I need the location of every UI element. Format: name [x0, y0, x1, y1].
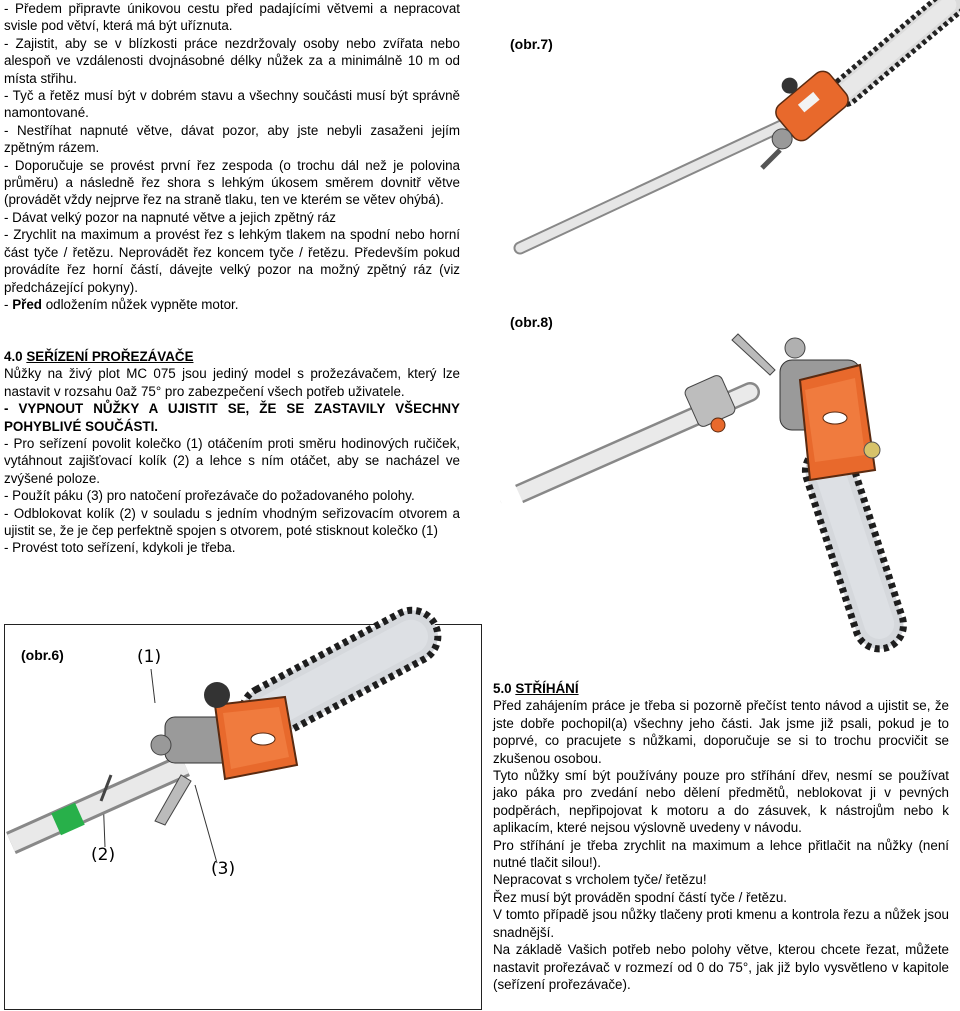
callout-3-label: (3)	[211, 859, 236, 879]
section-5-paragraph-6: V tomto případě jsou nůžky tlačeny proti kmenu a kontrola řezu a nůžek jsou snadnější.	[493, 907, 949, 940]
safety-instructions	[4, 0, 460, 313]
figure-7-caption: (obr.7)	[510, 36, 553, 52]
section-4-step-3: - Odblokovat kolík (2) v souladu s jedním vhodným seřizovacím otvorem a ujistit se, že je čep perfektně spojen s otvorem, poté stisknout kolečko (1)	[4, 505, 460, 539]
figure-7-pole-saw	[500, 10, 950, 280]
section-4-step-1: - Pro seřízení povolit kolečko (1) otáčením proti směru hodinových ručiček, vytáhnout zajišťovací kolík (2) a lehce s ním otáčet, aby se nacházel ve zvýšené poloze.	[4, 436, 460, 486]
section-5-paragraph-2: Tyto nůžky smí být používány pouze pro stříhání dřev, nesmí se používat jako páka pro zvedání nebo dělení předmětů, neblokovat ji v pevných podpěrách, nepřipojovat k motoru a do zásuvek, k nástrojům nebo k aplikacím, které nejsou výslovně uvedeny v návodu.	[493, 768, 949, 836]
section-5	[493, 680, 949, 993]
section-5-paragraph-1: Před zahájením práce je třeba si pozorně přečíst tento návod a ujistit se, že jste dobře pochopil(a) všechny jeho části. Jak jsme již psali, pokud je to poprvé, co pracujete s nůžkami, doporučuje se si to trochu procvičit se zkušenou osobou.	[493, 698, 949, 766]
figure-8-pole-saw	[500, 300, 950, 630]
instruction-distance: - Zajistit, aby se v blízkosti práce nezdržovaly osoby nebo zvířata nebo alespoň ve vzdálenosti dvojnásobné délky nůžek za a minimálně 10 m od místa střihu.	[4, 35, 460, 86]
section-5-paragraph-3: Pro stříhání je třeba zrychlit na maximum a lehce přitlačit na nůžky (není nutné tlačit silou!).	[493, 837, 949, 871]
section-5-paragraph-7: Na základě Vašich potřeb nebo polohy větve, kterou chcete řezat, můžete nastavit prořezávač v rozmezí od 0 do 75°, jak již bylo vysvětleno v kapitole (seřízení prořezávače).	[493, 942, 949, 992]
instruction-condition: - Tyč a řetěz musí být v dobrém stavu a všechny součásti musí být správně namontované.	[4, 88, 460, 121]
section-4-heading: 4.0 SEŘÍZENÍ PROŘEZÁVAČE	[4, 349, 194, 364]
figure-8-caption: (obr.8)	[510, 314, 553, 330]
section-5-paragraph-4: Nepracovat s vrcholem tyče/ řetězu!	[493, 872, 707, 888]
instruction-tension: - Nestříhat napnuté větve, dávat pozor, aby jste nebyli zasaženi jejím zpětným rázem.	[4, 122, 460, 156]
section-5-paragraph-5: Řez musí být prováděn spodní částí tyče / řetězu.	[493, 889, 787, 905]
figure-6-frame	[4, 624, 482, 1010]
callout-2-label: (2)	[91, 845, 116, 865]
section-5-heading: 5.0 STŘÍHÁNÍ	[493, 681, 579, 696]
instruction-escape-route: - Předem připravte únikovou cestu před padajícími větvemi a nepracovat svisle pod větví, která má být uříznuta.	[4, 1, 460, 34]
section-4-warning: - VYPNOUT NŮŽKY A UJISTIT SE, ŽE SE ZASTAVILY VŠECHNY POHYBLIVÉ SOUČÁSTI.	[4, 401, 460, 434]
callout-1-label: (1)	[137, 647, 162, 667]
section-4-step-2: - Použít páku (3) pro natočení prořezávače do požadovaného polohy.	[4, 488, 415, 504]
section-4-intro: Nůžky na živý plot MC 075 jsou jediný model s prožezávačem, který lze nastavit v rozsahu 0až 75° pro zabezpečení všech potřeb uživatele.	[4, 366, 460, 399]
instruction-accelerate: - Zrychlit na maximum a provést řez s lehkým tlakem na spodní nebo horní část tyče / řetězu. Neprovádět řez koncem tyče / řetězu. Především pokud provádíte řez horní částí, dávejte velký pozor na možný zpětný ráz (viz předcházející pokyny).	[4, 227, 460, 295]
instruction-cut-method: - Doporučuje se provést první řez zespoda (o trochu dál než je polovina průměru) a následně řez shora s lehkým úkosem směrem dovnitř větve (provádět vždy nejprve řez na straně tlaku, ten ve kterém se větev ohýbá).	[4, 157, 460, 208]
figure-6-caption: (obr.6)	[21, 647, 64, 663]
instruction-stop-motor: - Před odložením nůžek vypněte motor.	[4, 296, 239, 312]
section-4-step-4: - Provést toto seřízení, kdykoli je třeba.	[4, 540, 236, 556]
figure-6-pole-saw	[5, 625, 483, 1011]
instruction-kickback: - Dávat velký pozor na napnuté větve a jejich zpětný ráz	[4, 209, 336, 225]
section-4	[4, 348, 460, 557]
